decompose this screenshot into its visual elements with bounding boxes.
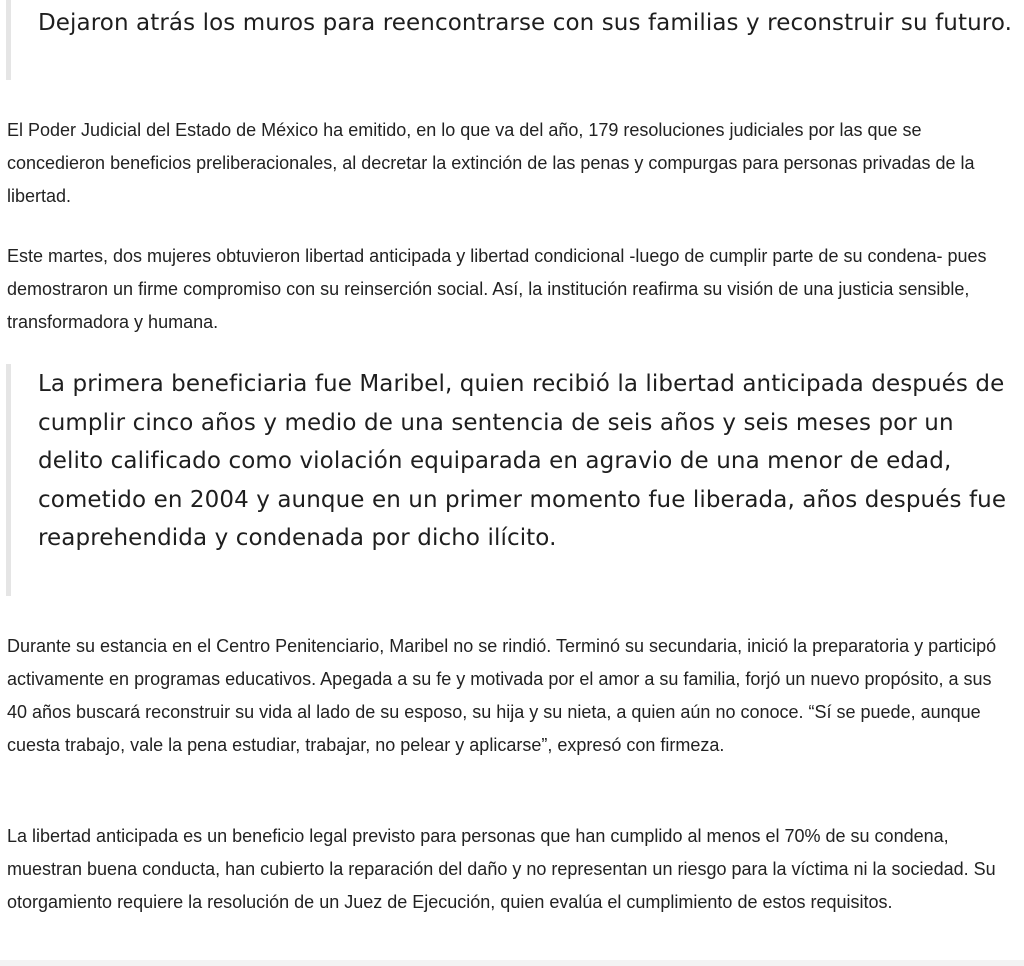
blockquote-intro — [6, 0, 1013, 80]
blockquote-maribel-text: La primera beneficiaria fue Maribel, quien recibió la libertad anticipada después de cumplir cinco años y medio de una sentencia de seis años y seis meses por un delito calificado como violación equiparada en agravio de una menor de edad, cometido en 2004 y aunque en un primer momento fue liberada, años después fue reaprehendida y condenada por dicho ilícito. — [38, 371, 1007, 551]
blockquote-maribel — [6, 364, 1013, 596]
blockquote-intro-text: Dejaron atrás los muros para reencontrarse con sus familias y reconstruir su futuro. — [38, 10, 1013, 36]
bottom-divider — [0, 960, 1024, 966]
paragraph-two-women: Este martes, dos mujeres obtuvieron libertad anticipada y libertad condicional -luego de cumplir parte de su condena- pues demostraron un firme compromiso con su reinserción social. Así, la institución reafirma su visión de una justicia sensible, transformadora y humana. — [7, 246, 987, 332]
paragraph-early-release-definition: La libertad anticipada es un beneficio legal previsto para personas que han cumplido al menos el 70% de su condena, muestran buena conducta, han cubierto la reparación del daño y no representan un riesgo para la víctima ni la sociedad. Su otorgamiento requiere la resolución de un Juez de Ejecución, quien evalúa el cumplimiento de estos requisitos. — [7, 826, 996, 912]
paragraph-resolutions: El Poder Judicial del Estado de México ha emitido, en lo que va del año, 179 resoluciones judiciales por las que se concedieron beneficios preliberacionales, al decretar la extinción de las penas y compurgas para personas privadas de la libertad. — [7, 120, 975, 206]
paragraph-maribel-story: Durante su estancia en el Centro Penitenciario, Maribel no se rindió. Terminó su secundaria, inició la preparatoria y participó activamente en programas educativos. Apegada a su fe y motivada por el amor a su familia, forjó un nuevo propósito, a sus 40 años buscará reconstruir su vida al lado de su esposo, su hija y su nieta, a quien aún no conoce. “Sí se puede, aunque cuesta trabajo, vale la pena estudiar, trabajar, no pelear y aplicarse”, expresó con firmeza. — [7, 636, 997, 755]
